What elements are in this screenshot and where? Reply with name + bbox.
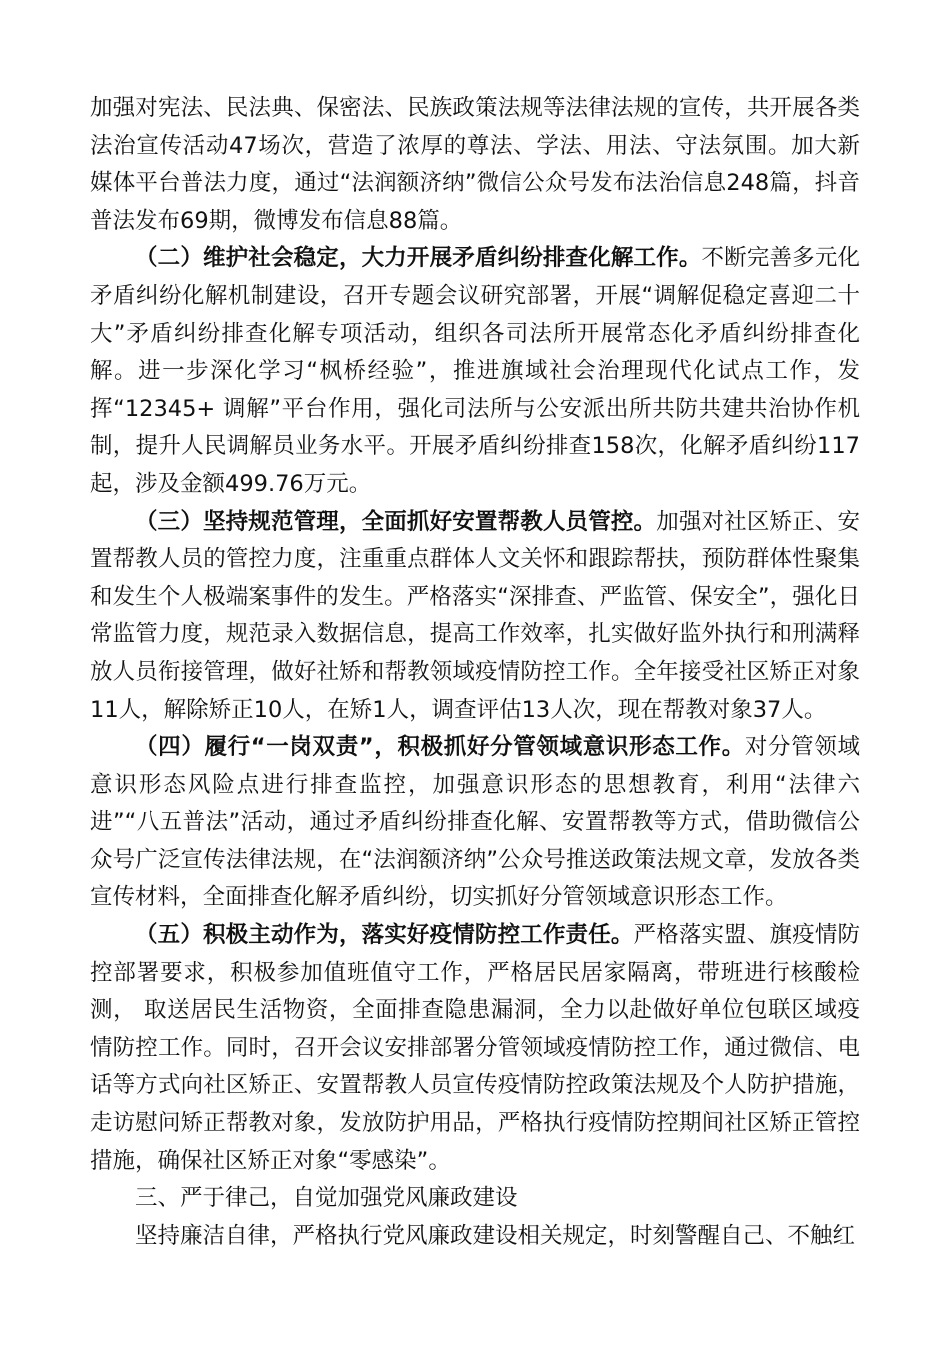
section-heading-3	[90, 1180, 860, 1218]
paragraph-text: 对分管领域意识形态风险点进行排查监控，加强意识形态的思想教育，利用“法律六进”“八五普法”活动，通过矛盾纠纷排查化解、安置帮教等方式，借助微信公众号广泛宣传法律法规，在“法润额济纳”公众号推送政策法规文章，发放各类宣传材料，全面排查化解矛盾纠纷，切实抓好分管领域意识形态工作。	[90, 734, 860, 911]
paragraph-heading: （四）履行“一岗双责”，积极抓好分管领域意识形态工作。	[135, 734, 745, 761]
paragraph-section-5	[90, 917, 860, 1180]
paragraph-text: 坚持廉洁自律，严格执行党风廉政建设相关规定，时刻警醒自己、不触红	[135, 1222, 856, 1249]
paragraph-heading: （三）坚持规范管理，全面抓好安置帮教人员管控。	[135, 508, 657, 535]
paragraph-continuation	[90, 90, 860, 240]
paragraph-text: 严格落实盟、旗疫情防控部署要求，积极参加值班值守工作，严格居民居家隔离，带班进行核酸检测， 取送居民生活物资，全面排查隐患漏洞，全力以赴做好单位包联区域疫情防控工作。同时，召开会议安排部署分管领域疫情防控工作，通过微信、电话等方式向社区矫正、安置帮教人员宣传疫情防控政策法规及个人防护措施，走访慰问矫正帮教对象，发放防护用品，严格执行疫情防控期间社区矫正管控措施，确保社区矫正对象“零感染”。	[90, 922, 860, 1174]
paragraph-integrity	[90, 1218, 860, 1256]
paragraph-text: 加强对宪法、民法典、保密法、民族政策法规等法律法规的宣传，共开展各类法治宣传活动47场次，营造了浓厚的尊法、学法、用法、守法氛围。加大新媒体平台普法力度，通过“法润额济纳”微信公众号发布法治信息248篇，抖音普法发布69期，微博发布信息88篇。	[90, 95, 860, 234]
paragraph-heading: （二）维护社会稳定，大力开展矛盾纠纷排查化解工作。	[135, 245, 702, 272]
paragraph-section-2	[90, 240, 860, 503]
section-heading-text: 三、严于律己，自觉加强党风廉政建设	[135, 1185, 518, 1212]
paragraph-text: 加强对社区矫正、安置帮教人员的管控力度，注重重点群体人文关怀和跟踪帮扶，预防群体性聚集和发生个人极端案事件的发生。严格落实“深排查、严监管、保安全”，强化日常监管力度，规范录入数据信息，提高工作效率，扎实做好监外执行和刑满释放人员衔接管理，做好社矫和帮教领域疫情防控工作。全年接受社区矫正对象11人，解除矫正10人，在矫1人，调查评估13人次，现在帮教对象37人。	[90, 508, 860, 723]
paragraph-section-3	[90, 504, 860, 730]
paragraph-heading: （五）积极主动作为，落实好疫情防控工作责任。	[135, 922, 634, 949]
paragraph-section-4	[90, 729, 860, 917]
paragraph-text: 不断完善多元化矛盾纠纷化解机制建设，召开专题会议研究部署，开展“调解促稳定喜迎二十大”矛盾纠纷排查化解专项活动，组织各司法所开展常态化矛盾纠纷排查化解。进一步深化学习“枫桥经验”，推进旗域社会治理现代化试点工作，发挥“12345+ 调解”平台作用，强化司法所与公安派出所共防共建共治协作机制，提升人民调解员业务水平。开展矛盾纠纷排查158次，化解矛盾纠纷117起，涉及金额499.76万元。	[90, 245, 860, 497]
